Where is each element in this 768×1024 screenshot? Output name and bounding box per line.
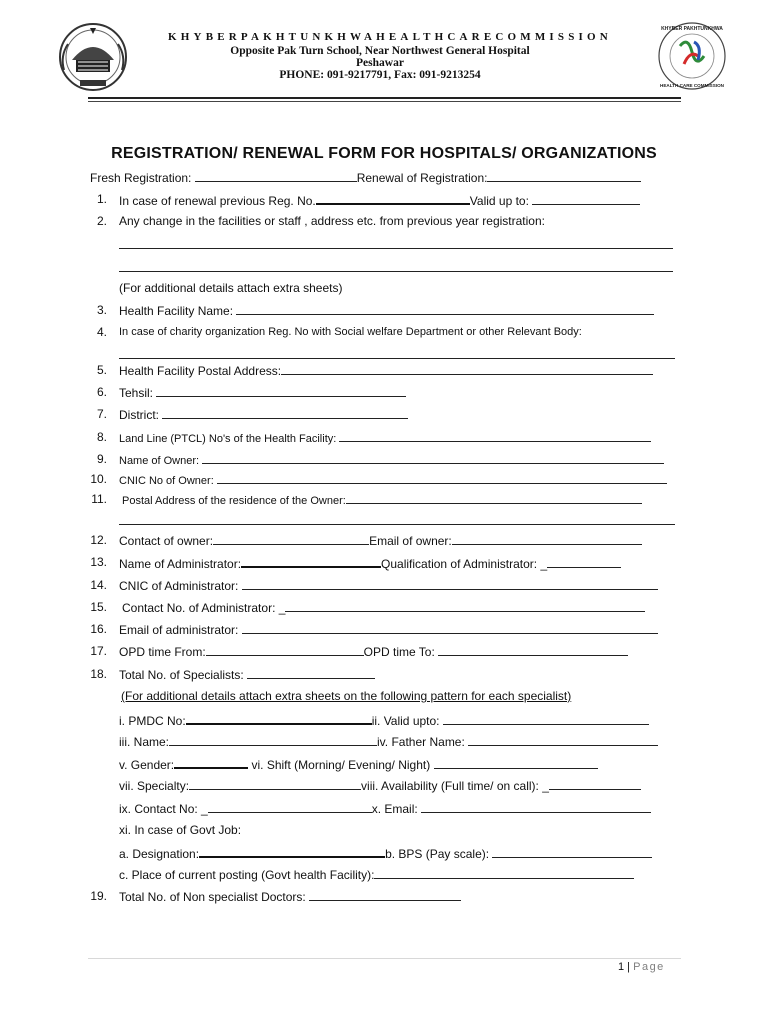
item-7	[119, 407, 408, 422]
availability-field[interactable]	[549, 778, 641, 790]
facility-change-line-1[interactable]	[119, 248, 673, 249]
specialists-count-label: Total No. of Specialists:	[119, 668, 244, 682]
owner-address-field[interactable]	[346, 492, 642, 504]
header-divider-thin	[88, 101, 681, 102]
admin-cnic-field[interactable]	[242, 578, 658, 590]
item-number: 2.	[96, 214, 107, 228]
item-13	[119, 555, 621, 571]
item-15	[122, 600, 645, 615]
specialist-email-label: x. Email:	[371, 802, 418, 816]
form-title: REGISTRATION/ RENEWAL FORM FOR HOSPITALS/ ORGANIZATIONS	[111, 145, 657, 162]
renewal-registration-label: Renewal of Registration:	[356, 171, 488, 185]
owner-email-field[interactable]	[452, 533, 642, 545]
item-number: 7.	[96, 407, 107, 421]
pmdc-no-label: i. PMDC No:	[119, 714, 186, 728]
admin-email-field[interactable]	[242, 622, 658, 634]
admin-cnic-label: CNIC of Administrator:	[119, 579, 239, 593]
svg-text:HEALTH CARE COMMISSION: HEALTH CARE COMMISSION	[660, 83, 724, 88]
opd-from-label: OPD time From:	[119, 645, 206, 659]
item-number: 3.	[96, 303, 107, 317]
item-number: 12.	[90, 533, 107, 547]
item-3	[119, 303, 654, 318]
govt-job-label: xi. In case of Govt Job:	[119, 823, 242, 837]
district-label: District:	[119, 408, 159, 422]
admin-name-label: Name of Administrator:	[119, 557, 242, 571]
postal-address-label: Health Facility Postal Address:	[119, 364, 282, 378]
designation-label: a. Designation:	[119, 847, 200, 861]
pmdc-valid-upto-label: ii. Valid upto:	[371, 714, 440, 728]
tehsil-label: Tehsil:	[119, 386, 154, 400]
header-divider-thick	[88, 97, 681, 99]
page-label: Page	[633, 961, 665, 973]
specialist-row-1	[119, 712, 649, 728]
item-19	[119, 889, 461, 904]
specialist-row-8	[119, 867, 634, 882]
pmdc-valid-upto-field[interactable]	[443, 713, 649, 725]
specialist-name-field[interactable]	[169, 734, 377, 746]
admin-email-label: Email of administrator:	[119, 623, 239, 637]
header-address: Opposite Pak Turn School, Near Northwest General Hospital	[230, 45, 530, 57]
facility-name-label: Health Facility Name:	[119, 304, 234, 318]
item-number: 16.	[90, 622, 107, 636]
item-number: 11.	[91, 492, 107, 506]
gender-label: v. Gender:	[119, 758, 175, 772]
item-12	[119, 533, 642, 548]
page-footer	[618, 961, 665, 973]
gender-field[interactable]	[174, 756, 248, 769]
item-9	[119, 452, 664, 468]
specialty-label: vii. Specialty:	[119, 779, 190, 793]
owner-email-label: Email of owner:	[369, 534, 452, 548]
item-11	[122, 492, 642, 508]
owner-name-label: Name of Owner:	[119, 455, 200, 467]
district-field[interactable]	[162, 407, 408, 419]
owner-contact-field[interactable]	[213, 533, 369, 545]
opd-to-field[interactable]	[438, 644, 628, 656]
facility-change-line-2[interactable]	[119, 271, 673, 272]
facility-name-field[interactable]	[236, 303, 654, 315]
item-number: 4.	[96, 325, 107, 339]
specialist-row-5	[119, 801, 651, 816]
charity-reg-field[interactable]	[119, 358, 675, 359]
admin-name-field[interactable]	[241, 555, 381, 568]
bps-label: b. BPS (Pay scale):	[385, 847, 490, 861]
additional-details-note: (For additional details attach extra sheets)	[119, 281, 343, 295]
landline-field[interactable]	[339, 430, 651, 442]
current-posting-label: c. Place of current posting (Govt health Facility):	[119, 868, 375, 882]
owner-contact-label: Contact of owner:	[119, 534, 214, 548]
health-care-commission-logo	[650, 20, 734, 92]
owner-cnic-label: CNIC No of Owner:	[119, 475, 214, 487]
admin-contact-label: Contact No. of Administrator: _	[122, 601, 286, 615]
valid-up-to-field[interactable]	[532, 193, 640, 205]
item-number: 15.	[90, 600, 107, 614]
svg-text:KHYBER PAKHTUNKHWA: KHYBER PAKHTUNKHWA	[661, 26, 723, 32]
footer-divider	[88, 958, 681, 959]
header-city: Peshawar	[356, 57, 404, 69]
specialist-row-3	[119, 756, 598, 772]
item-number: 18.	[90, 667, 107, 681]
organization-name: KHYBERPAKHTUNKHWAHEALTHCARECOMMISSION	[168, 31, 612, 43]
specialist-contact-label: ix. Contact No: _	[119, 802, 208, 816]
item-number: 1.	[96, 192, 107, 206]
item-1	[119, 192, 640, 208]
fresh-registration-row	[90, 170, 641, 185]
facility-change-label: Any change in the facilities or staff , address etc. from previous year registration:	[119, 214, 545, 228]
item-8	[119, 430, 651, 446]
owner-address-label: Postal Address of the residence of the Owner:	[122, 495, 346, 507]
specialist-pattern-note: (For additional details attach extra sheets on the following pattern for each specialist)	[121, 689, 572, 703]
father-name-label: iv. Father Name:	[377, 735, 465, 749]
specialists-count-field[interactable]	[247, 667, 375, 679]
specialist-row-7	[119, 845, 652, 861]
non-specialist-count-label: Total No. of Non specialist Doctors:	[119, 890, 306, 904]
item-number: 10.	[90, 472, 107, 486]
item-number: 9.	[96, 452, 107, 466]
fresh-registration-label: Fresh Registration:	[90, 171, 192, 185]
specialist-name-label: iii. Name:	[119, 735, 170, 749]
non-specialist-count-field[interactable]	[309, 889, 461, 901]
item-18	[119, 667, 375, 682]
previous-reg-no-field[interactable]	[316, 192, 470, 205]
item-number: 19.	[90, 889, 107, 903]
item-14	[119, 578, 658, 593]
shift-label: vi. Shift (Morning/ Evening/ Night)	[251, 758, 431, 772]
admin-qualification-field[interactable]	[547, 556, 621, 568]
designation-field[interactable]	[199, 845, 385, 858]
item-6	[119, 385, 406, 400]
item-5	[119, 363, 653, 378]
charity-reg-label: In case of charity organization Reg. No with Social welfare Department or other Relevant Body:	[119, 326, 582, 338]
specialty-field[interactable]	[189, 778, 361, 790]
page-separator: |	[624, 961, 634, 973]
specialist-email-field[interactable]	[421, 801, 651, 813]
kp-government-emblem-logo	[50, 20, 136, 94]
item-number: 14.	[90, 578, 107, 592]
item-number: 8.	[96, 430, 107, 444]
specialist-row-2	[119, 734, 658, 749]
current-posting-field[interactable]	[374, 867, 634, 879]
pmdc-no-field[interactable]	[186, 712, 372, 725]
shift-field[interactable]	[434, 757, 598, 769]
item-number: 17.	[90, 644, 107, 658]
valid-up-to-label: Valid up to:	[469, 194, 529, 208]
previous-reg-no-label: In case of renewal previous Reg. No.	[119, 194, 316, 208]
father-name-field[interactable]	[468, 734, 658, 746]
item-number: 6.	[96, 385, 107, 399]
owner-cnic-field[interactable]	[217, 472, 667, 484]
specialist-row-4	[119, 778, 641, 793]
item-10	[119, 472, 667, 488]
page-number: 1	[618, 961, 625, 973]
tehsil-field[interactable]	[156, 385, 406, 397]
admin-qualification-label: Qualification of Administrator: _	[381, 557, 548, 571]
opd-from-field[interactable]	[206, 644, 364, 656]
item-number: 5.	[96, 363, 107, 377]
header-phone: PHONE: 091-9217791, Fax: 091-9213254	[279, 69, 481, 81]
opd-to-label: OPD time To:	[363, 645, 435, 659]
item-17	[119, 644, 628, 659]
specialist-contact-field[interactable]	[208, 801, 372, 813]
renewal-registration-field[interactable]	[487, 170, 641, 182]
item-number: 13.	[90, 555, 107, 569]
landline-label: Land Line (PTCL) No's of the Health Facility:	[119, 433, 337, 445]
fresh-registration-field[interactable]	[195, 170, 357, 182]
postal-address-field[interactable]	[281, 363, 653, 375]
item-16	[119, 622, 658, 637]
owner-address-line-2[interactable]	[119, 524, 675, 525]
admin-contact-field[interactable]	[285, 600, 645, 612]
bps-field[interactable]	[492, 846, 652, 858]
owner-name-field[interactable]	[202, 452, 664, 464]
availability-label: viii. Availability (Full time/ on call): _	[361, 779, 549, 793]
